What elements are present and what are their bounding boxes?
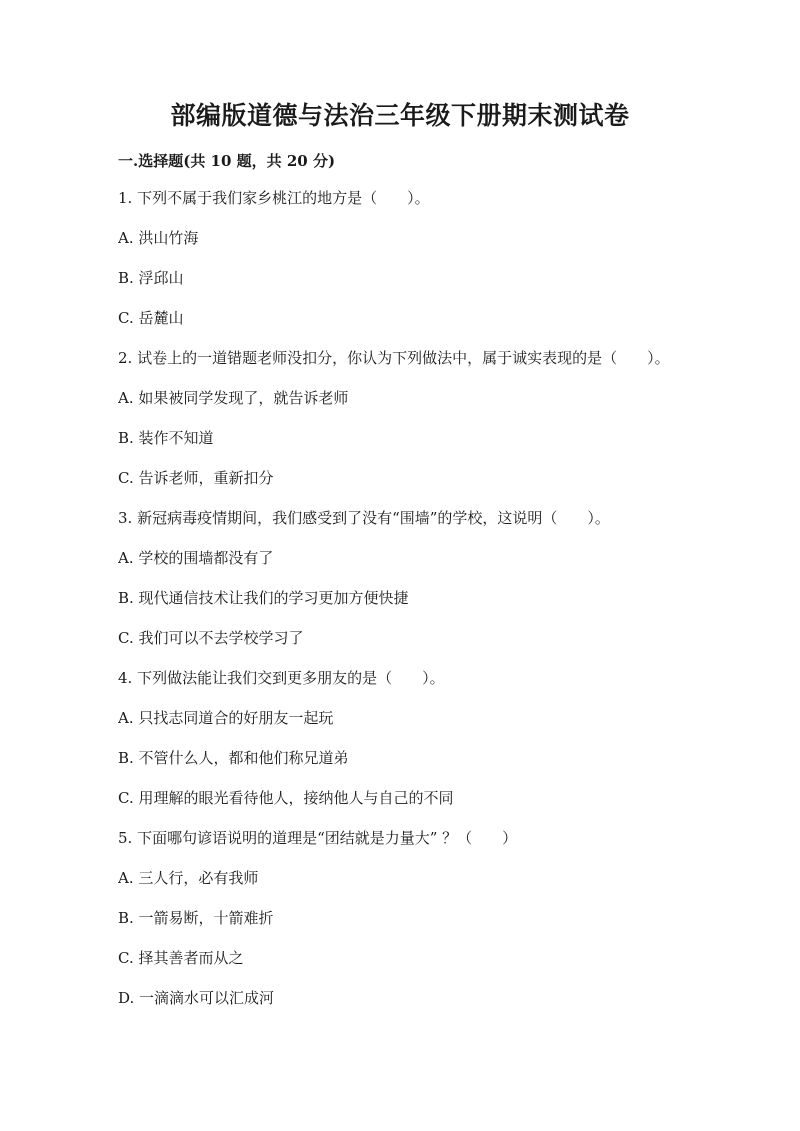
option-b: B. 不管什么人，都和他们称兄道弟 [118,749,349,767]
option-a: A. 只找志同道合的好朋友一起玩 [118,709,334,727]
question-1 [118,176,678,329]
option-c: C. 岳麓山 [118,309,184,327]
option-b: B. 一箭易断，十箭难折 [118,909,274,927]
question-5 [118,809,678,1009]
option-a: A. 洪山竹海 [118,229,199,247]
option-c: C. 择其善者而从之 [118,949,244,967]
page-title: 部编版道德与法治三年级下册期末测试卷 [170,101,630,130]
question-text: 2. 试卷上的一道错题老师没扣分，你认为下列做法中，属于诚实表现的是（ ）。 [118,349,670,367]
question-2 [118,329,678,489]
question-list [118,176,678,1009]
option-b: B. 浮邱山 [118,269,184,287]
option-a: A. 学校的围墙都没有了 [118,549,274,567]
question-text: 4. 下列做法能让我们交到更多朋友的是（ ）。 [118,669,445,687]
option-a: A. 如果被同学发现了，就告诉老师 [118,389,349,407]
question-text: 1. 下列不属于我们家乡桃江的地方是（ ）。 [118,189,430,207]
option-c: C. 我们可以不去学校学习了 [118,629,304,647]
option-c: C. 用理解的眼光看待他人，接纳他人与自己的不同 [118,789,454,807]
option-a: A. 三人行，必有我师 [118,869,259,887]
question-3 [118,489,678,649]
option-b: B. 装作不知道 [118,429,214,447]
option-b: B. 现代通信技术让我们的学习更加方便快捷 [118,589,409,607]
question-text: 5. 下面哪句谚语说明的道理是“团结就是力量大” ？（ ） [118,829,518,847]
option-d: D. 一滴滴水可以汇成河 [118,989,275,1007]
section-heading: 一.选择题(共 10 题，共 20 分) [118,152,336,170]
question-4 [118,649,678,809]
question-text: 3. 新冠病毒疫情期间，我们感受到了没有“围墙”的学校，这说明（ ）。 [118,509,610,527]
option-c: C. 告诉老师，重新扣分 [118,469,274,487]
